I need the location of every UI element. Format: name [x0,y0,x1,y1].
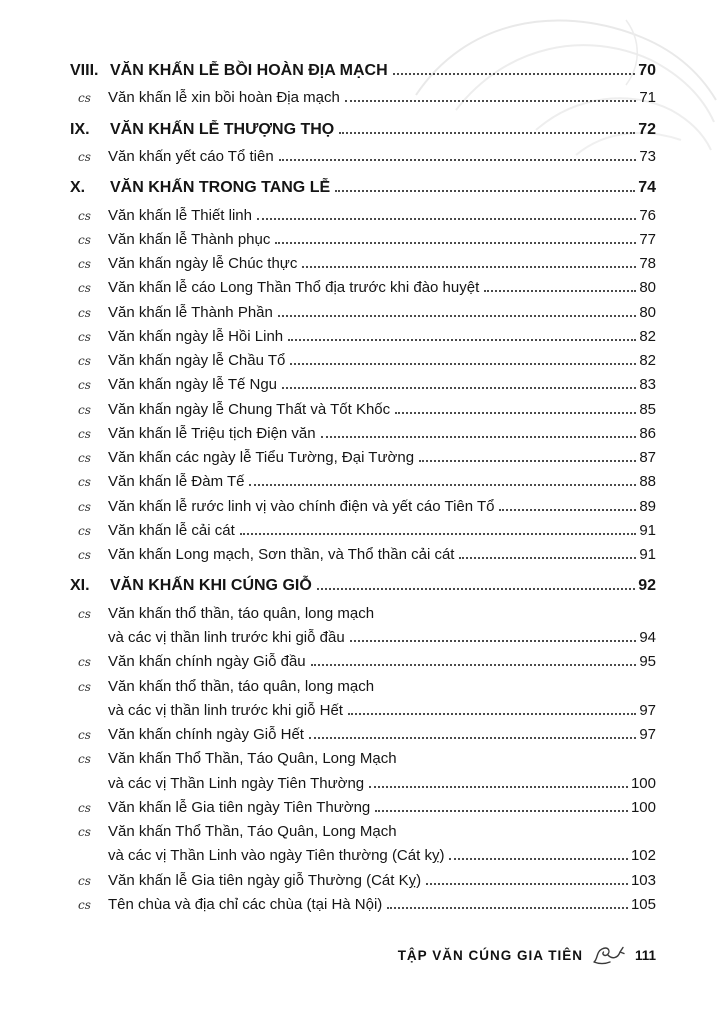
fleuron-bullet-icon: cs [78,897,91,912]
dot-leader [288,339,636,341]
toc-entry-row [70,231,656,248]
entry-page-number: 76 [639,206,656,224]
entry-page-number: 82 [639,352,656,370]
toc-entry-title: Văn khấn ngày lễ Chung Thất và Tốt Khốc [108,400,391,418]
toc-entry-title: Văn khấn lễ rước linh vị vào chính điện và yết cáo Tiên Tổ [108,497,495,515]
fleuron-bullet-icon: cs [78,873,91,888]
entry-page-number: 102 [630,847,656,865]
toc-entry-row [70,546,656,563]
dot-leader [275,242,636,244]
fleuron-bullet-icon: cs [78,232,91,247]
toc [70,62,656,920]
toc-entry-row [70,376,656,393]
dot-leader [282,387,636,389]
dot-leader [395,412,636,414]
fleuron-bullet-icon: cs [78,208,91,223]
toc-entry-row [70,148,656,165]
section-title: VĂN KHẤN LỄ THƯỢNG THỌ [110,120,335,138]
footer-book-title: TẬP VĂN CÚNG GIA TIÊN [397,947,583,963]
toc-entry-title: Văn khấn lễ Đàm Tế [108,473,245,491]
toc-entry-title: và các vị Thần Linh ngày Tiên Thường [108,774,365,792]
fleuron-bullet-icon: cs [78,378,91,393]
entry-page-number: 89 [639,497,656,515]
toc-entry-row [70,255,656,272]
section-numeral: VIII. [70,62,99,79]
entry-page-number: 78 [639,255,656,273]
dot-leader [449,858,628,860]
fleuron-bullet-icon: cs [78,257,91,272]
section-page-number: 74 [638,179,656,197]
entry-page-number: 100 [630,798,656,816]
entry-page-number: 95 [639,653,656,671]
fleuron-bullet-icon: cs [78,800,91,815]
toc-entry-row [70,872,656,889]
entry-page-number: 97 [639,726,656,744]
fleuron-bullet-icon: cs [78,679,91,694]
toc-entry-title: Văn khấn thổ thần, táo quân, long mạch [108,677,375,695]
toc-section-header [70,577,656,595]
toc-entry-row [70,629,656,646]
toc-entry-row [70,89,656,106]
page-footer [398,943,656,967]
dot-leader [350,640,637,642]
dot-leader [309,737,636,739]
toc-entry-row [70,473,656,490]
toc-entry-row [70,678,656,695]
dot-leader [484,290,636,292]
fleuron-bullet-icon: cs [78,426,91,441]
fleuron-bullet-icon: cs [78,523,91,538]
fleuron-bullet-icon: cs [78,499,91,514]
toc-entry-row [70,401,656,418]
toc-entry-title: và các vị thần linh trước khi giỗ đầu [108,629,345,647]
section-title: VĂN KHẤN TRONG TANG LỄ [110,179,331,197]
fleuron-bullet-icon: cs [78,91,91,106]
toc-entry-title: Văn khấn lễ Thiết linh [108,206,252,224]
section-page-number: 72 [638,120,656,138]
dot-leader [369,786,628,788]
dot-leader [278,315,636,317]
dot-leader [317,588,635,590]
toc-entry-title: Văn khấn lễ Thành Phần [108,303,273,321]
section-numeral: IX. [70,120,90,138]
toc-entry-row [70,605,656,622]
entry-page-number: 82 [639,327,656,345]
entry-page-number: 80 [639,279,656,297]
toc-section-header [70,179,656,197]
toc-entry-row [70,449,656,466]
entry-page-number: 91 [639,546,656,564]
toc-entry-title: Văn khấn lễ xin bồi hoàn Địa mạch [108,89,340,107]
dot-leader [375,810,628,812]
entry-page-number: 80 [639,303,656,321]
entry-page-number: 77 [639,230,656,248]
dot-leader [339,132,635,134]
toc-entry-row [70,498,656,515]
toc-entry-title: Văn khấn lễ Thành phục [108,230,271,248]
toc-entry-row [70,279,656,296]
section-page-number: 70 [638,62,656,79]
dot-leader [348,713,636,715]
fleuron-bullet-icon: cs [78,752,91,767]
toc-entry-title: Văn khấn chính ngày Giỗ đầu [108,653,306,671]
toc-entry-row [70,328,656,345]
dot-leader [345,100,637,102]
entry-page-number: 103 [630,871,656,889]
toc-entry-row [70,896,656,913]
entry-page-number: 86 [639,424,656,442]
fleuron-bullet-icon: cs [78,402,91,417]
toc-entry-title: Văn khấn chính ngày Giỗ Hết [108,726,304,744]
toc-entry-title: Văn khấn lễ cải cát [108,521,235,539]
fleuron-bullet-icon: cs [78,354,91,369]
toc-entry-row [70,750,656,767]
toc-section-header [70,121,656,139]
fleuron-bullet-icon: cs [78,655,91,670]
toc-entry-row [70,702,656,719]
dot-leader [311,664,637,666]
toc-entry-title: Văn khấn ngày lễ Hồi Linh [108,327,284,345]
toc-entry-title: Văn khấn lễ cáo Long Thần Thổ địa trước khi đào huyệt [108,279,480,297]
entry-page-number: 83 [639,376,656,394]
toc-entry-title: Văn khấn thổ thần, táo quân, long mạch [108,604,375,622]
fleuron-bullet-icon: cs [78,606,91,621]
section-numeral: XI. [70,577,90,595]
dot-leader [321,436,637,438]
toc-entry-title: Văn khấn ngày lễ Chầu Tổ [108,352,286,370]
fleuron-bullet-icon: cs [78,150,91,165]
dot-leader [249,484,636,486]
toc-entry-title: Văn khấn yết cáo Tổ tiên [108,148,274,166]
toc-entry-title: Văn khấn ngày lễ Chúc thực [108,255,298,273]
toc-entry-row [70,522,656,539]
toc-entry-title: Văn khấn lễ Gia tiên ngày Tiên Thường [108,798,371,816]
fleuron-bullet-icon: cs [78,281,91,296]
entry-page-number: 100 [630,774,656,792]
entry-page-number: 71 [639,89,656,107]
toc-entry-row [70,207,656,224]
toc-entry-row [70,653,656,670]
dot-leader [419,460,636,462]
dragon-ornament-icon [591,943,625,967]
dot-leader [257,218,636,220]
dot-leader [240,533,637,535]
entry-page-number: 94 [639,629,656,647]
toc-section-header [70,62,656,80]
toc-entry-title: Văn khấn Thổ Thần, Táo Quân, Long Mạch [108,750,397,768]
entry-page-number: 87 [639,449,656,467]
section-title: VĂN KHẤN LỄ BỒI HOÀN ĐỊA MẠCH [110,62,388,79]
dot-leader [290,363,636,365]
toc-entry-title: và các vị thần linh trước khi giỗ Hết [108,701,343,719]
toc-entry-row [70,799,656,816]
entry-page-number: 85 [639,400,656,418]
dot-leader [279,159,637,161]
toc-entry-row [70,823,656,840]
dot-leader [393,73,636,75]
fleuron-bullet-icon: cs [78,475,91,490]
toc-entry-title: Văn khấn lễ Triệu tịch Điện văn [108,424,316,442]
fleuron-bullet-icon: cs [78,305,91,320]
entry-page-number: 97 [639,701,656,719]
dot-leader [459,557,636,559]
section-numeral: X. [70,179,86,197]
dot-leader [335,190,635,192]
toc-entry-row [70,425,656,442]
dot-leader [426,883,628,885]
toc-entry-title: Văn khấn ngày lễ Tế Ngu [108,376,278,394]
toc-entry-title: Văn khấn Thổ Thần, Táo Quân, Long Mạch [108,823,397,841]
toc-entry-title: Văn khấn lễ Gia tiên ngày giỗ Thường (Cát Kỵ) [108,871,422,889]
entry-page-number: 91 [639,521,656,539]
toc-entry-row [70,847,656,864]
fleuron-bullet-icon: cs [78,825,91,840]
toc-entry-title: Tên chùa và địa chỉ các chùa (tại Hà Nội) [108,895,383,913]
fleuron-bullet-icon: cs [78,329,91,344]
toc-entry-row [70,352,656,369]
dot-leader [499,509,636,511]
dot-leader [387,907,628,909]
toc-entry-row [70,726,656,743]
entry-page-number: 73 [639,148,656,166]
toc-entry-row [70,304,656,321]
fleuron-bullet-icon: cs [78,728,91,743]
footer-page-number: 111 [634,947,656,963]
toc-entry-title: Văn khấn Long mạch, Sơn thần, và Thổ thần cải cát [108,546,455,564]
dot-leader [302,266,636,268]
toc-entry-title: Văn khấn các ngày lễ Tiểu Tường, Đại Tường [108,449,415,467]
toc-entry-row [70,775,656,792]
section-page-number: 92 [638,577,656,595]
entry-page-number: 88 [639,473,656,491]
entry-page-number: 105 [630,895,656,913]
toc-entry-title: và các vị Thần Linh vào ngày Tiên thường (Cát kỵ) [108,847,445,865]
fleuron-bullet-icon: cs [78,451,91,466]
section-title: VĂN KHẤN KHI CÚNG GIỖ [110,577,312,595]
fleuron-bullet-icon: cs [78,548,91,563]
